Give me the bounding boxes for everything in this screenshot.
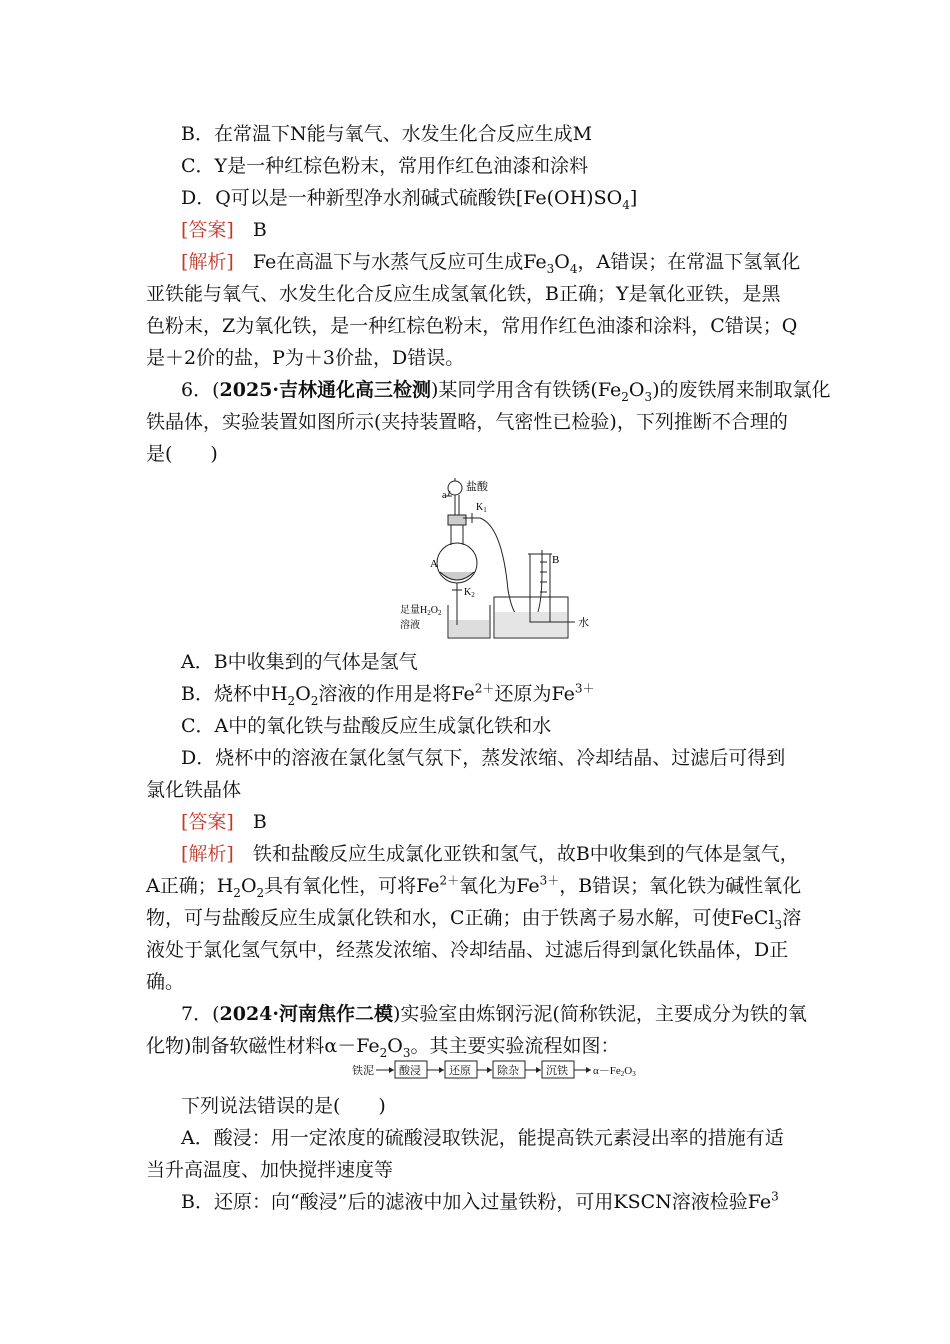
answer-tag: [答案] (181, 219, 234, 241)
q7-option-a-line1: A．酸浸：用一定浓度的硫酸浸取铁泥，能提高铁元素浸出率的措施有适 (181, 1127, 784, 1149)
q5-option-b: B．在常温下N能与氧气、水发生化合反应生成M (181, 123, 593, 145)
q6-analysis-line4: 液处于氯化氢气氛中，经蒸发浓缩、冷却结晶、过滤后得到氯化铁晶体，D正 (146, 939, 789, 961)
flow-step-3: 除杂 (497, 1065, 519, 1077)
q6-answer: [答案] B (181, 811, 267, 833)
fig-hcl-label: 盐酸 (466, 481, 488, 493)
process-flow-diagram (350, 1058, 650, 1082)
q5-analysis-line2: 亚铁能与氧气、水发生化合反应生成氢氧化铁，B正确；Y是氧化亚铁，是黑 (146, 283, 781, 305)
q6-option-a: A．B中收集到的气体是氢气 (181, 651, 418, 673)
q7-stem-line1: 7．(2024·河南焦作二模)实验室由炼钢污泥(简称铁泥，主要成分为铁的氧 (181, 1003, 807, 1025)
q5-analysis-line3: 色粉末，Z为氧化铁，是一种红棕色粉末，常用作红色油漆和涂料，C错误；Q (146, 315, 798, 337)
q6-analysis-line2: A正确；$H_2O_2$具有氧化性，可将$Fe^{2+}$氧化为$Fe^{3+}$，B错误；氧化铁为碱性氧化 (146, 873, 802, 900)
fig-b-label: B (552, 554, 560, 566)
flow-step-1: 酸浸 (399, 1065, 421, 1077)
q7-ask: 下列说法错误的是( ) (181, 1095, 386, 1117)
analysis-tag: [解析] (181, 843, 234, 865)
q6-source: 2025·吉林通化高三检测 (219, 379, 432, 401)
fig-solution-label: 溶液 (400, 620, 420, 631)
q5-analysis-line1: [解析] Fe在高温下与水蒸气反应可生成$Fe_3O_4$，A错误；在常温下氢氧化 (181, 251, 801, 276)
answer-tag: [答案] (181, 811, 234, 833)
q7-stem-line2: 化物)制备软磁性材料$\alpha-Fe_2O_3$。其主要实验流程如图： (146, 1035, 620, 1060)
q7-source: 2024·河南焦作二模 (219, 1003, 394, 1025)
flow-start: 铁泥 (352, 1065, 374, 1077)
flow-step-2: 还原 (449, 1065, 471, 1077)
fig-k2-label: $K_2$ (464, 587, 475, 599)
flow-step-4: 沉铁 (546, 1065, 568, 1077)
apparatus-diagram (390, 470, 600, 642)
analysis-tag: [解析] (181, 251, 234, 273)
q6-option-d-line1: D．烧杯中的溶液在氯化氢气氛下，蒸发浓缩、冷却结晶、过滤后可得到 (181, 747, 786, 769)
q6-stem-line2: 铁晶体，实验装置如图所示(夹持装置略，气密性已检验)，下列推断不合理的 (146, 411, 788, 433)
q6-stem-line3: 是( ) (146, 443, 218, 465)
q6-option-c: C．A中的氧化铁与盐酸反应生成氯化铁和水 (181, 715, 552, 737)
fig-a-label: a (442, 490, 447, 501)
q7-option-b: B．还原：向“酸浸”后的滤液中加入过量铁粉，可用KSCN溶液检验Fe$^3$ (181, 1189, 779, 1213)
q7-option-a-line2: 当升高温度、加快搅拌速度等 (146, 1159, 394, 1181)
q5-option-c: C．Y是一种红棕色粉末，常用作红色油漆和涂料 (181, 155, 589, 177)
fig-k1-label: $K_1$ (476, 502, 487, 514)
q5-option-d: D．Q可以是一种新型净水剂碱式硫酸铁$[Fe(OH)SO_4]$ (181, 187, 638, 212)
fig-h2o2-label: 足量$H_2O_2$ (400, 605, 442, 617)
fig-water-label: 水 (578, 617, 589, 629)
q5-analysis-line4: 是＋2价的盐，P为＋3价盐，D错误。 (146, 347, 465, 369)
fig-a-flask-label: A (430, 558, 438, 570)
q6-stem-line1: 6．(2025·吉林通化高三检测)某同学用含有铁锈$(Fe_2O_3)$的废铁屑来制取氯化 (181, 379, 831, 404)
q6-analysis-line3: 物，可与盐酸反应生成氯化铁和水，C正确；由于铁离子易水解，可使FeCl$_3$溶 (146, 907, 802, 932)
q6-option-b: B．烧杯中$H_2O_2$溶液的作用是将$Fe^{2+}$还原为$Fe^{3+}$ (181, 681, 595, 708)
q6-analysis-line5: 确。 (146, 971, 185, 993)
q6-option-d-line2: 氯化铁晶体 (146, 779, 242, 801)
q6-analysis-line1: [解析] 铁和盐酸反应生成氯化亚铁和氢气，故B中收集到的气体是氢气， (181, 843, 799, 865)
flow-end: α－Fe2O3 (593, 1065, 636, 1078)
q5-answer: [答案] B (181, 219, 267, 241)
